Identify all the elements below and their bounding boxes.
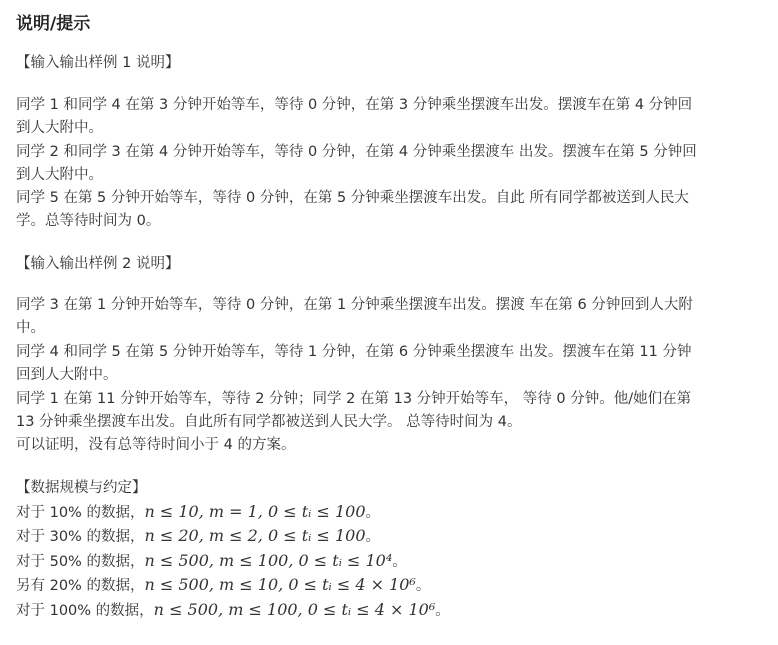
constraint-suffix: 。: [435, 603, 450, 619]
sample2-line: 同学 4 和同学 5 在第 5 分钟开始等车，等待 1 分钟，在第 6 分钟乘坐摆渡车 出发。摆渡车在第 11 分钟: [16, 344, 692, 360]
sample2-line: 中。: [16, 320, 45, 336]
constraint-line: [16, 549, 407, 574]
sample2-line: 同学 3 在第 1 分钟开始等车，等待 0 分钟，在第 1 分钟乘坐摆渡车出发。摆渡 车在第 6 分钟回到人大附: [16, 297, 693, 313]
constraint-suffix: 。: [365, 505, 380, 521]
sample2-line: 可以证明，没有总等待时间小于 4 的方案。: [16, 437, 296, 453]
sample1-line: 到人大附中。: [16, 120, 103, 136]
constraints-header: 【数据规模与约定】: [16, 480, 147, 496]
constraint-line: [16, 598, 450, 623]
constraint-prefix: 对于 100% 的数据，: [16, 603, 154, 619]
page-title: 说明/提示: [16, 14, 91, 34]
constraint-prefix: 对于 50% 的数据，: [16, 554, 145, 570]
sample2-header: 【输入输出样例 2 说明】: [16, 256, 180, 272]
constraint-suffix: 。: [392, 554, 407, 570]
constraint-prefix: 对于 30% 的数据，: [16, 529, 145, 545]
sample1-line: 同学 1 和同学 4 在第 3 分钟开始等车，等待 0 分钟，在第 3 分钟乘坐摆渡车出发。摆渡车在第 4 分钟回: [16, 97, 693, 113]
sample2-line: 13 分钟乘坐摆渡车出发。自此所有同学都被送到人民大学。 总等待时间为 4。: [16, 414, 522, 430]
sample1-line: 同学 5 在第 5 分钟开始等车，等待 0 分钟，在第 5 分钟乘坐摆渡车出发。自此 所有同学都被送到人民大: [16, 190, 689, 206]
sample1-line: 同学 2 和同学 3 在第 4 分钟开始等车，等待 0 分钟，在第 4 分钟乘坐摆渡车 出发。摆渡车在第 5 分钟回: [16, 144, 697, 160]
constraint-math: n ≤ 500, m ≤ 100, 0 ≤ tᵢ ≤ 10⁴: [144, 551, 393, 570]
constraint-prefix: 对于 10% 的数据，: [16, 505, 145, 521]
constraint-line: [16, 500, 380, 525]
constraint-math: n ≤ 500, m ≤ 100, 0 ≤ tᵢ ≤ 4 × 10⁶: [153, 600, 436, 619]
sample2-line: 同学 1 在第 11 分钟开始等车，等待 2 分钟；同学 2 在第 13 分钟开始等车， 等待 0 分钟。他/她们在第: [16, 391, 692, 407]
constraint-line: [16, 524, 380, 549]
constraint-suffix: 。: [365, 529, 380, 545]
sample2-line: 回到人大附中。: [16, 367, 118, 383]
sample1-line: 学。总等待时间为 0。: [16, 213, 161, 229]
constraint-math: n ≤ 10, m = 1, 0 ≤ tᵢ ≤ 100: [144, 502, 366, 521]
sample1-line: 到人大附中。: [16, 167, 103, 183]
constraint-prefix: 另有 20% 的数据，: [16, 578, 145, 594]
constraint-suffix: 。: [415, 578, 431, 594]
constraint-line: [16, 573, 430, 598]
sample1-header: 【输入输出样例 1 说明】: [16, 55, 180, 71]
constraint-math: n ≤ 500, m ≤ 10, 0 ≤ tᵢ ≤ 4 × 10⁶: [144, 575, 416, 594]
constraint-math: n ≤ 20, m ≤ 2, 0 ≤ tᵢ ≤ 100: [144, 526, 366, 545]
